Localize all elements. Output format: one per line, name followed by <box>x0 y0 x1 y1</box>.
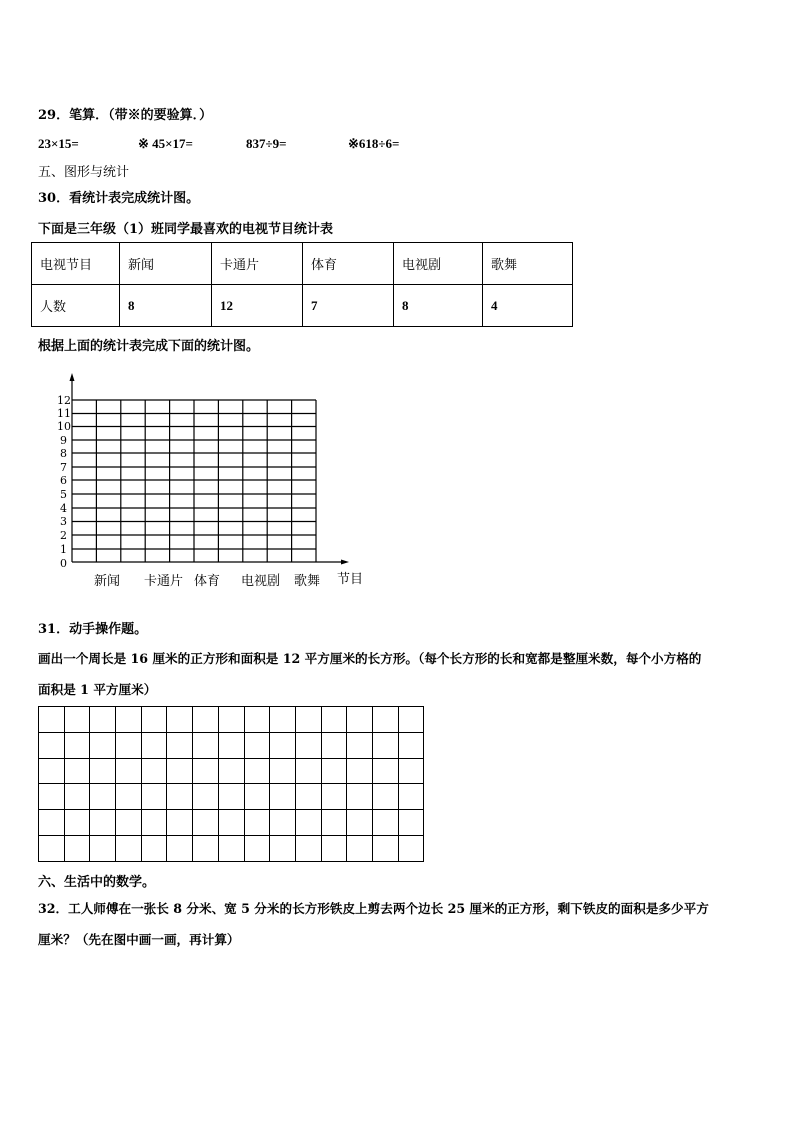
y-tick: 6 <box>60 474 67 487</box>
table-cell: 12 <box>212 285 303 327</box>
table-cell: 7 <box>303 285 394 327</box>
y-tick: 3 <box>60 515 67 528</box>
table-cell: 8 <box>120 285 212 327</box>
q32-line-2: 厘米？（先在图中画一画，再计算） <box>38 932 240 947</box>
y-tick: 0 <box>60 557 67 570</box>
y-tick: 5 <box>60 488 67 501</box>
table-cell: 8 <box>394 285 483 327</box>
section-6-title: 六、生活中的数学。 <box>38 875 156 890</box>
q29-problem-2: ※ 45×17= <box>138 136 193 151</box>
y-tick: 2 <box>60 529 67 542</box>
y-axis-arrow-icon <box>70 373 75 381</box>
q29-title: 29．笔算．（带※的要验算．） <box>38 108 213 123</box>
q29-problem-4: ※618÷6= <box>348 136 400 151</box>
q31-instruction-line-2: 面积是 1 平方厘米） <box>38 682 157 697</box>
table-caption: 下面是三年级（1）班同学最喜欢的电视节目统计表 <box>38 222 334 237</box>
q30-title: 30．看统计表完成统计图。 <box>38 191 200 206</box>
table-cell: 电视节目 <box>32 243 120 285</box>
y-tick: 12 <box>57 394 71 407</box>
table-cell: 歌舞 <box>483 243 573 285</box>
y-tick: 10 <box>57 420 71 433</box>
y-tick: 4 <box>60 502 67 515</box>
q31-title: 31．动手操作题。 <box>38 622 148 637</box>
x-category-label: 电视剧 <box>241 574 281 589</box>
table-cell: 电视剧 <box>394 243 483 285</box>
table-cell: 人数 <box>32 285 120 327</box>
y-tick: 9 <box>60 434 67 447</box>
table-cell: 新闻 <box>120 243 212 285</box>
q31-instruction-line-1: 画出一个周长是 16 厘米的正方形和面积是 12 平方厘米的长方形。（每个长方形的长和宽都是整厘米数，每个小方格的 <box>38 651 702 666</box>
q29-problem-3: 837÷9= <box>246 136 287 151</box>
q29-problem-1: 23×15= <box>38 136 79 151</box>
section-5-title: 五、图形与统计 <box>38 165 130 180</box>
x-category-label: 新闻 <box>94 574 121 589</box>
chart-gridlines <box>72 400 316 562</box>
x-category-label: 体育 <box>194 574 221 589</box>
q32-line-1: 32．工人师傅在一张长 8 分米、宽 5 分米的长方形铁皮上剪去两个边长 25 厘米的正方形，剩下铁皮的面积是多少平方 <box>38 901 709 916</box>
table-cell: 卡通片 <box>212 243 303 285</box>
x-axis-label: 节目 <box>337 572 364 587</box>
y-tick: 8 <box>60 447 67 460</box>
y-tick: 1 <box>60 543 67 556</box>
table-cell: 体育 <box>303 243 394 285</box>
y-tick: 11 <box>57 407 71 420</box>
x-axis-arrow-icon <box>341 560 349 565</box>
table-cell: 4 <box>483 285 573 327</box>
drawing-grid[interactable] <box>38 706 424 862</box>
x-category-label: 歌舞 <box>294 574 321 589</box>
q30-instruction: 根据上面的统计表完成下面的统计图。 <box>38 339 260 354</box>
y-tick: 7 <box>60 461 67 474</box>
x-category-label: 卡通片 <box>144 574 184 589</box>
